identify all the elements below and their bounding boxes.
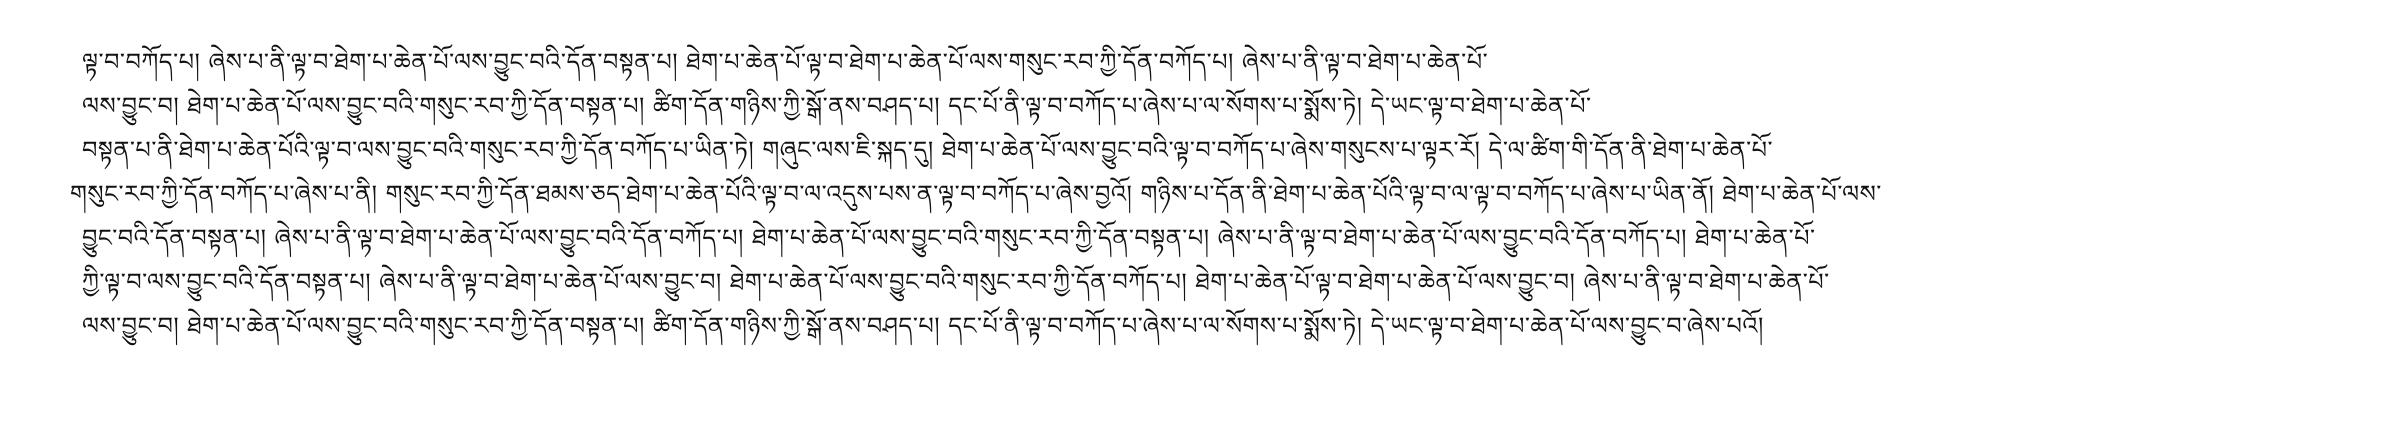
- text-line-3: བསྟན་པ་ནི་ཐེག་པ་ཆེན་པོའི་ལྟ་བ་ལས་བྱུང་བའི་གསུང་རབ་ཀྱི་དོན་བཀོད་པ་ཡིན་ཏེ། གཞུང་ལས་ཇི་སྐད་དུ། ཐེག་པ་ཆེན་པོ་ལས་བྱུང་བའི་ལྟ་བ་བཀོད་པ་ཞེས་གསུངས་པ་ལྟར་རོ། དེ་ལ་ཚིག་གི་དོན་ནི་ཐེག་པ་ཆེན་པོ་: [82, 136, 1774, 164]
- text-line-4: གསུང་རབ་ཀྱི་དོན་བཀོད་པ་ཞེས་པ་ནི། གསུང་རབ་ཀྱི་དོན་ཐམས་ཅད་ཐེག་པ་ཆེན་པོའི་ལྟ་བ་ལ་འདུས་པས་ན་ལྟ་བ་བཀོད་པ་ཞེས་བྱའོ། གཉིས་པ་དོན་ནི་ཐེག་པ་ཆེན་པོའི་ལྟ་བ་ལ་ལྟ་བ་བཀོད་པ་ཞེས་པ་ཡིན་ནོ། ཐེག་པ་ཆེན་པོ་ལས་: [70, 180, 1882, 208]
- text-line-5: བྱུང་བའི་དོན་བསྟན་པ། ཞེས་པ་ནི་ལྟ་བ་ཐེག་པ་ཆེན་པོ་ལས་བྱུང་བའི་དོན་བཀོད་པ། ཐེག་པ་ཆེན་པོ་ལས་བྱུང་བའི་གསུང་རབ་ཀྱི་དོན་བསྟན་པ། ཞེས་པ་ནི་ལྟ་བ་ཐེག་པ་ཆེན་པོ་ལས་བྱུང་བའི་དོན་བཀོད་པ། ཐེག་པ་ཆེན་པོ་: [82, 224, 1816, 252]
- text-line-7: ལས་བྱུང་བ། ཐེག་པ་ཆེན་པོ་ལས་བྱུང་བའི་གསུང་རབ་ཀྱི་དོན་བསྟན་པ། ཚིག་དོན་གཉིས་ཀྱི་སྒོ་ནས་བཤད་པ། དང་པོ་ནི་ལྟ་བ་བཀོད་པ་ཞེས་པ་ལ་སོགས་པ་སྨོས་ཏེ། དེ་ཡང་ལྟ་བ་ཐེག་པ་ཆེན་པོ་ལས་བྱུང་བ་ཞེས་པའོ།: [82, 312, 1764, 340]
- text-line-6: ཀྱི་ལྟ་བ་ལས་བྱུང་བའི་དོན་བསྟན་པ། ཞེས་པ་ནི་ལྟ་བ་ཐེག་པ་ཆེན་པོ་ལས་བྱུང་བ། ཐེག་པ་ཆེན་པོ་ལས་བྱུང་བའི་གསུང་རབ་ཀྱི་དོན་བཀོད་པ། ཐེག་པ་ཆེན་པོ་ལྟ་བ་ཐེག་པ་ཆེན་པོ་ལས་བྱུང་བ། ཞེས་པ་ནི་ལྟ་བ་ཐེག་པ་ཆེན་པོ་: [82, 268, 1830, 296]
- text-line-1: ལྟ་བ་བཀོད་པ། ཞེས་པ་ནི་ལྟ་བ་ཐེག་པ་ཆེན་པོ་ལས་བྱུང་བའི་དོན་བསྟན་པ། ཐེག་པ་ཆེན་པོ་ལྟ་བ་ཐེག་པ་ཆེན་པོ་ལས་གསུང་རབ་ཀྱི་དོན་བཀོད་པ། ཞེས་པ་ནི་ལྟ་བ་ཐེག་པ་ཆེན་པོ་: [82, 48, 1489, 76]
- text-line-2: ལས་བྱུང་བ། ཐེག་པ་ཆེན་པོ་ལས་བྱུང་བའི་གསུང་རབ་ཀྱི་དོན་བསྟན་པ། ཚིག་དོན་གཉིས་ཀྱི་སྒོ་ནས་བཤད་པ། དང་པོ་ནི་ལྟ་བ་བཀོད་པ་ཞེས་པ་ལ་སོགས་པ་སྨོས་ཏེ། དེ་ཡང་ལྟ་བ་ཐེག་པ་ཆེན་པོ་: [82, 92, 1592, 120]
- manuscript-text-block: [70, 40, 2370, 348]
